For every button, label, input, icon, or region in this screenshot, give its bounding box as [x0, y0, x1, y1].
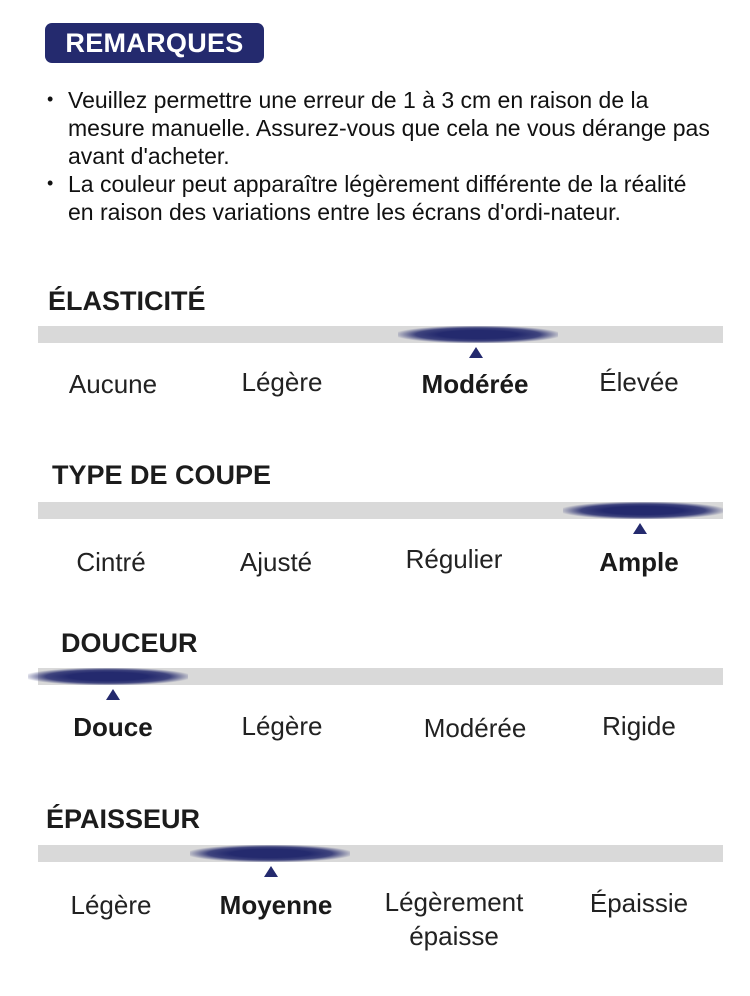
scale-option: Légèrement épaisse	[384, 887, 524, 951]
triangle-marker-icon	[264, 866, 278, 877]
note-item	[45, 86, 715, 170]
scale-option-selected: Modérée	[421, 369, 529, 399]
bullet-icon: •	[47, 89, 54, 109]
scale-option: Élevée	[599, 367, 679, 397]
scale-option: Modérée	[423, 713, 527, 743]
section-title-epaisseur: ÉPAISSEUR	[46, 804, 201, 834]
scale-highlight	[28, 668, 188, 685]
scale-track-douceur	[38, 668, 723, 685]
scale-option: Régulier	[405, 544, 503, 574]
triangle-marker-icon	[633, 523, 647, 534]
bullet-icon: •	[47, 173, 54, 193]
remarques-label: REMARQUES	[65, 27, 244, 58]
notes-list	[45, 86, 715, 226]
scale-track-epaisseur	[38, 845, 723, 862]
scale-option: Légère	[241, 711, 323, 741]
note-text: La couleur peut apparaître légèrement différente de la réalité en raison des variations entre les écrans d'ordi-nateur.	[68, 171, 687, 225]
scale-track-elasticite	[38, 326, 723, 343]
scale-option: Aucune	[68, 369, 158, 399]
section-title-elasticite: ÉLASTICITÉ	[48, 286, 206, 316]
scale-highlight	[190, 845, 350, 862]
note-text: Veuillez permettre une erreur de 1 à 3 cm en raison de la mesure manuelle. Assurez-vous que cela ne vous dérange pas avant d'acheter.	[68, 87, 710, 169]
scale-option: Cintré	[76, 547, 146, 577]
scale-option: Rigide	[602, 711, 676, 741]
scale-option-selected: Ample	[599, 547, 679, 577]
scale-highlight	[563, 502, 723, 519]
scale-option: Légère	[241, 367, 323, 397]
scale-highlight	[398, 326, 558, 343]
remarques-badge	[45, 23, 264, 63]
scale-option: Épaissie	[589, 888, 689, 918]
triangle-marker-icon	[469, 347, 483, 358]
section-title-type-de-coupe: TYPE DE COUPE	[52, 460, 272, 490]
scale-option: Ajusté	[239, 547, 313, 577]
triangle-marker-icon	[106, 689, 120, 700]
scale-option-selected: Moyenne	[219, 890, 333, 920]
note-item	[45, 170, 715, 226]
scale-option-selected: Douce	[73, 712, 153, 742]
section-title-douceur: DOUCEUR	[61, 628, 198, 658]
scale-track-type-de-coupe	[38, 502, 723, 519]
scale-option: Légère	[70, 890, 152, 920]
